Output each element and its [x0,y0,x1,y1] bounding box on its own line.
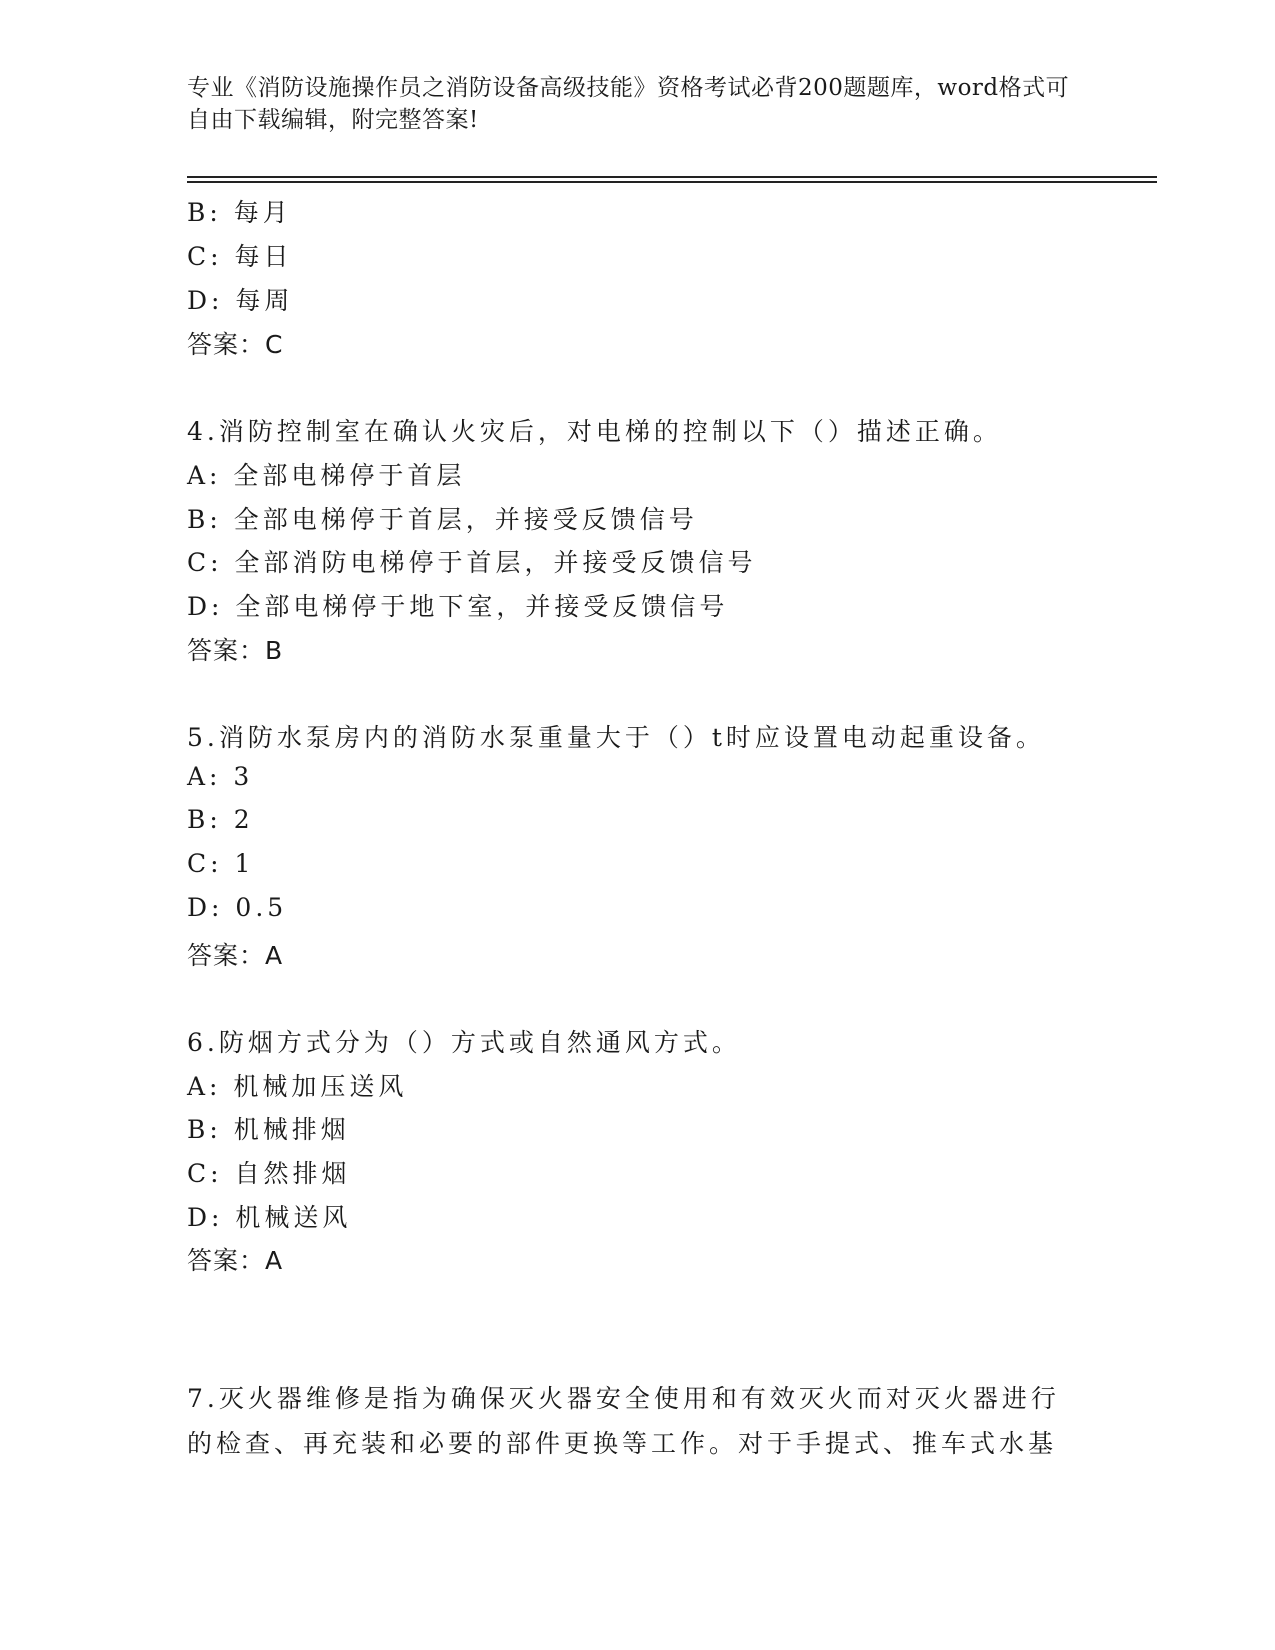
q6-stem: 6.防烟方式分为（）方式或自然通风方式。 [187,1028,741,1057]
q4-option-d: D: 全部电梯停于地下室，并接受反馈信号 [187,592,729,621]
q6-option-b: B: 机械排烟 [187,1115,350,1144]
q3-answer: 答案：C [187,330,284,359]
q5-option-a: A: 3 [187,762,254,791]
q5-option-c: C: 1 [187,849,255,878]
q4-option-c: C: 全部消防电梯停于首层，并接受反馈信号 [187,548,757,577]
q5-option-d: D: 0.5 [187,893,288,922]
q6-answer: 答案：A [187,1246,284,1275]
q6-option-d: D: 机械送风 [187,1203,352,1232]
header-rule-bottom [187,181,1157,183]
q4-option-a: A: 全部电梯停于首层 [187,461,466,490]
header-rule-top [187,176,1157,178]
document-header: 专业《消防设施操作员之消防设备高级技能》资格考试必背200题题库，word格式可自由下载编辑，附完整答案! [187,75,1070,133]
q6-option-c: C: 自然排烟 [187,1159,351,1188]
q5-answer: 答案：A [187,941,284,970]
q3-option-c: C: 每日 [187,242,293,271]
q3-option-d: D: 每周 [187,286,294,315]
q5-stem: 5.消防水泵房内的消防水泵重量大于（）t时应设置电动起重设备。 [187,723,1045,752]
q5-option-b: B: 2 [187,805,254,834]
q4-option-b: B: 全部电梯停于首层，并接受反馈信号 [187,505,698,534]
q4-stem: 4.消防控制室在确认火灾后，对电梯的控制以下（）描述正确。 [187,417,1002,446]
q3-option-b: B: 每月 [187,198,292,227]
q7-stem: 7.灭火器维修是指为确保灭火器安全使用和有效灭火而对灭火器进行的检查、再充装和必要的部件更换等工作。对于手提式、推车式水基 [187,1384,1060,1458]
q4-answer: 答案：B [187,636,284,665]
q6-option-a: A: 机械加压送风 [187,1072,408,1101]
